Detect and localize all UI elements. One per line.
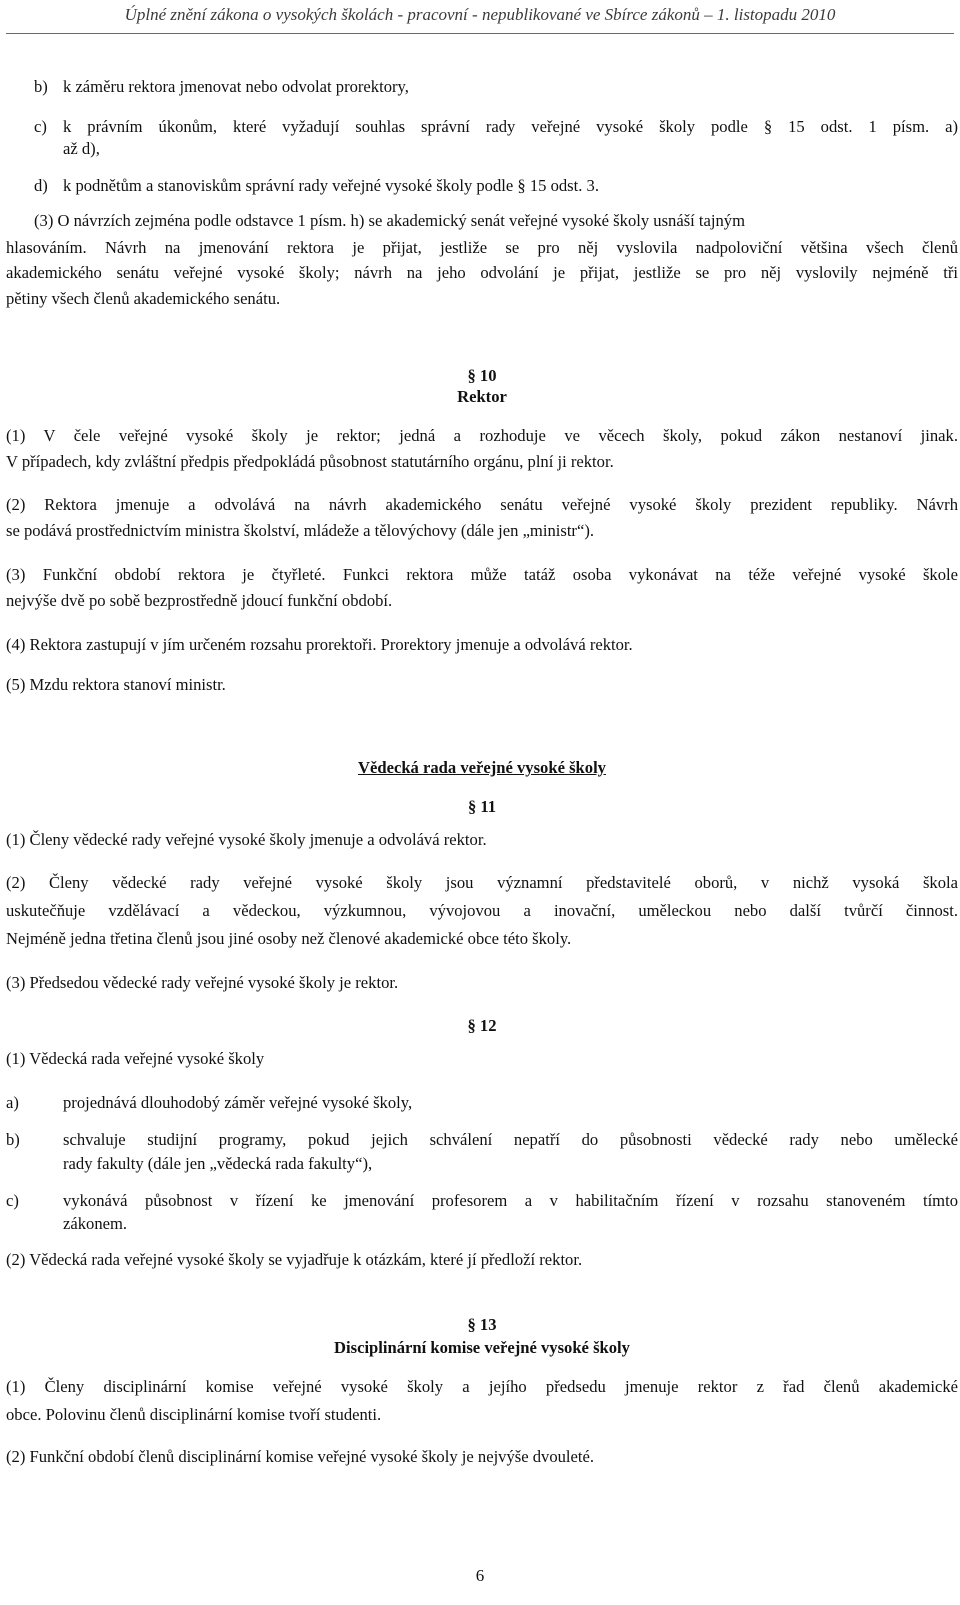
s13-p2: (2) Funkční období členů disciplinární komise veřejné vysoké školy je nejvýše dvouleté. — [6, 1447, 595, 1466]
list-item-c-line2: až d), — [63, 139, 100, 158]
section-10-number: § 10 — [467, 366, 497, 385]
s11-p2-line2: uskutečňuje vzdělávací a vědeckou, výzkumnou, vývojovou a inovační, uměleckou nebo další tvůrčí činnost. — [6, 901, 958, 920]
section-12-number: § 12 — [467, 1016, 497, 1035]
s12-label-a: a) — [6, 1093, 19, 1112]
s10-p5: (5) Mzdu rektora stanoví ministr. — [6, 675, 226, 694]
s12-label-b: b) — [6, 1130, 20, 1149]
s12-item-b-line1: schvaluje studijní programy, pokud jejich schválení nepatří do působnosti vědecké rady nebo umělecké — [63, 1130, 958, 1149]
list-label-c: c) — [34, 117, 47, 136]
s12-p1: (1) Vědecká rada veřejné vysoké školy — [6, 1049, 265, 1068]
section-10-title: Rektor — [457, 387, 507, 406]
s10-p1-line2: V případech, kdy zvláštní předpis předpokládá působnost statutárního orgánu, plní ji rektor. — [6, 452, 614, 471]
section-11-number: § 11 — [467, 797, 497, 816]
s10-p1-line1: (1) V čele veřejné vysoké školy je rektor; jedná a rozhoduje ve věcech školy, pokud zákon nestanoví jinak. — [6, 426, 958, 445]
s12-item-a: projednává dlouhodobý záměr veřejné vysoké školy, — [63, 1093, 413, 1112]
s11-p1: (1) Členy vědecké rady veřejné vysoké školy jmenuje a odvolává rektor. — [6, 830, 487, 849]
paragraph-3-line2: hlasováním. Návrh na jmenování rektora je přijat, jestliže se pro něj vyslovila nadpoloviční většina všech členů — [6, 238, 958, 257]
s10-p3-line1: (3) Funkční období rektora je čtyřleté. Funkci rektora může tatáž osoba vykonávat na téže veřejné vysoké škole — [6, 565, 958, 584]
s10-p3-line2: nejvýše dvě po sobě bezprostředně jdoucí funkční období. — [6, 591, 393, 610]
s10-p2-line1: (2) Rektora jmenuje a odvolává na návrh akademického senátu veřejné vysoké školy prezident republiky. Návrh — [6, 495, 958, 514]
list-item-d: k podnětům a stanoviskům správní rady veřejné vysoké školy podle § 15 odst. 3. — [63, 176, 599, 195]
list-label-d: d) — [34, 176, 48, 195]
s12-item-c-line2: zákonem. — [63, 1214, 128, 1233]
header-text: Úplné znění zákona o vysokých školách - pracovní - nepublikované ve Sbírce zákonů – 1. listopadu 2010 — [124, 5, 836, 24]
header-rule — [6, 33, 954, 34]
section-13-title: Disciplinární komise veřejné vysoké školy — [334, 1338, 630, 1357]
s11-p3: (3) Předsedou vědecké rady veřejné vysoké školy je rektor. — [6, 973, 399, 992]
list-item-b: k záměru rektora jmenovat nebo odvolat prorektory, — [63, 77, 409, 96]
page-number: 6 — [475, 1566, 485, 1585]
s12-item-b-line2: rady fakulty (dále jen „vědecká rada fakulty“), — [63, 1154, 373, 1173]
paragraph-3-line3: akademického senátu veřejné vysoké školy; návrh na jeho odvolání je přijat, jestliže se pro něj vyslovily nejméně tři — [6, 263, 958, 282]
s13-p1-line2: obce. Polovinu členů disciplinární komise tvoří studenti. — [6, 1405, 382, 1424]
list-item-c-line1: k právním úkonům, které vyžadují souhlas správní rady veřejné vysoké školy podle § 15 odst. 1 písm. a) — [63, 117, 958, 136]
page-header — [0, 0, 960, 40]
s10-p4: (4) Rektora zastupují v jím určeném rozsahu prorektoři. Prorektory jmenuje a odvolává rektor. — [6, 635, 633, 654]
s11-p2-line1: (2) Členy vědecké rady veřejné vysoké školy jsou významní představitelé oborů, v nichž vysoká škola — [6, 873, 958, 892]
s11-p2-line3: Nejméně jedna třetina členů jsou jiné osoby než členové akademické obce této školy. — [6, 929, 572, 948]
paragraph-3-line1: (3) O návrzích zejména podle odstavce 1 písm. h) se akademický senát veřejné vysoké školy usnáší tajným — [34, 211, 746, 230]
s12-item-c-line1: vykonává působnost v řízení ke jmenování profesorem a v habilitačním řízení v rozsahu stanoveném tímto — [63, 1191, 958, 1210]
s13-p1-line1: (1) Členy disciplinární komise veřejné vysoké školy a jejího předsedu jmenuje rektor z řad členů akademické — [6, 1377, 958, 1396]
list-label-b: b) — [34, 77, 48, 96]
paragraph-3-line4: pětiny všech členů akademického senátu. — [6, 289, 281, 308]
science-board-heading: Vědecká rada veřejné vysoké školy — [358, 758, 606, 777]
section-13-number: § 13 — [467, 1315, 497, 1334]
s12-label-c: c) — [6, 1191, 19, 1210]
s12-p2: (2) Vědecká rada veřejné vysoké školy se vyjadřuje k otázkám, které jí předloží rektor. — [6, 1250, 583, 1269]
s10-p2-line2: se podává prostřednictvím ministra školství, mládeže a tělovýchovy (dále jen „ministr“). — [6, 521, 594, 540]
